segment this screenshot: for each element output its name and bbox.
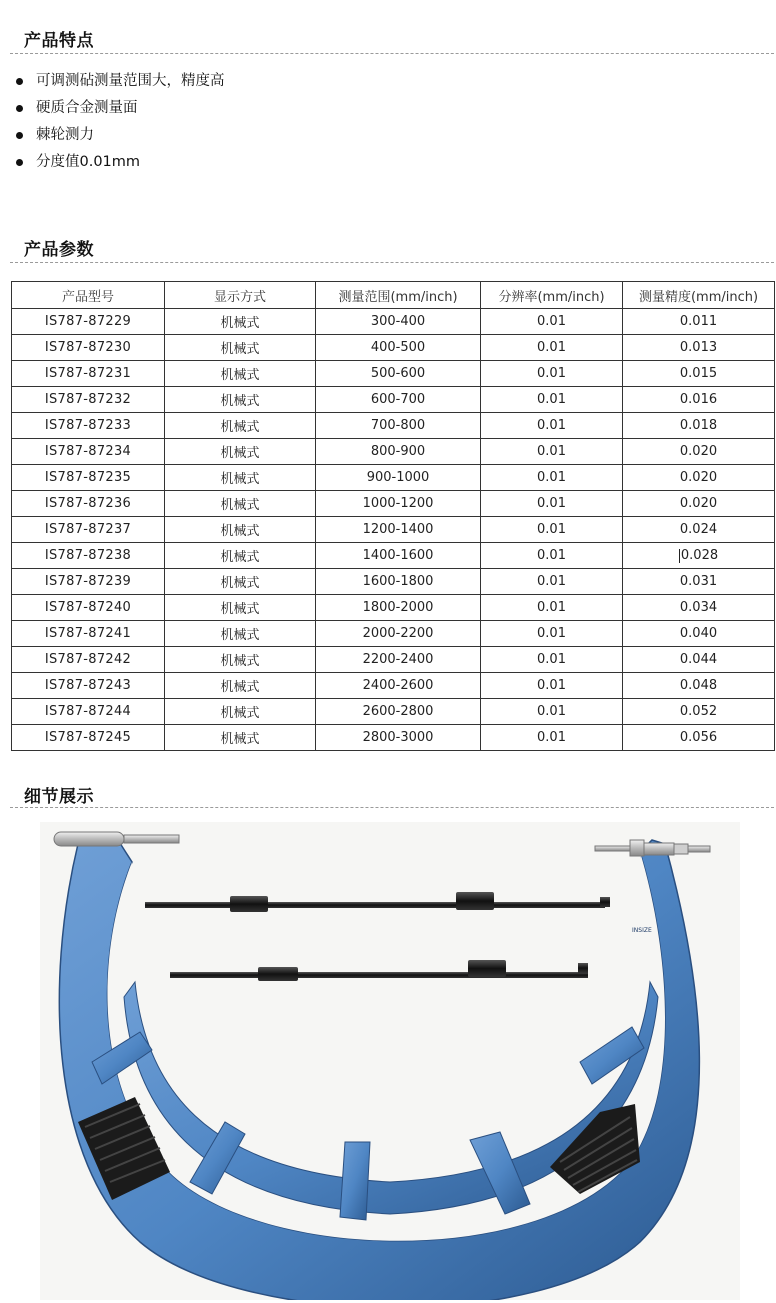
feature-item <box>14 124 225 151</box>
table-cell: 0.034 <box>623 595 775 621</box>
feature-list <box>14 70 225 178</box>
table-cell: 0.01 <box>481 491 623 517</box>
table-cell: 0.01 <box>481 465 623 491</box>
table-cell: 机械式 <box>165 361 316 387</box>
table-cell: 0.01 <box>481 725 623 751</box>
table-cell: 机械式 <box>165 543 316 569</box>
table-cell: IS787-87240 <box>12 595 165 621</box>
column-header: 测量精度(mm/inch) <box>623 282 775 309</box>
table-cell: IS787-87244 <box>12 699 165 725</box>
brand-label: INSIZE <box>632 927 652 934</box>
table-cell: 1000-1200 <box>316 491 481 517</box>
table-cell: 机械式 <box>165 309 316 335</box>
table-cell: 机械式 <box>165 569 316 595</box>
table-cell: 机械式 <box>165 699 316 725</box>
table-cell: 0.011 <box>623 309 775 335</box>
table-cell: 0.020 <box>623 465 775 491</box>
table-cell: 2400-2600 <box>316 673 481 699</box>
table-cell: 0.044 <box>623 647 775 673</box>
table-cell: 2000-2200 <box>316 621 481 647</box>
table-cell: 1400-1600 <box>316 543 481 569</box>
table-cell: 机械式 <box>165 491 316 517</box>
table-cell: 机械式 <box>165 621 316 647</box>
table-cell: IS787-87239 <box>12 569 165 595</box>
table-row <box>12 413 775 439</box>
table-cell: 机械式 <box>165 439 316 465</box>
table-cell: IS787-87232 <box>12 387 165 413</box>
table-row <box>12 387 775 413</box>
table-cell: 0.01 <box>481 699 623 725</box>
feature-item <box>14 151 225 178</box>
table-row <box>12 673 775 699</box>
bullet-icon <box>16 105 23 112</box>
table-cell: 0.01 <box>481 413 623 439</box>
table-cell: 0.056 <box>623 725 775 751</box>
table-cell <box>623 543 775 569</box>
table-cell: 机械式 <box>165 517 316 543</box>
feature-text: 硬质合金测量面 <box>36 100 138 116</box>
table-row <box>12 465 775 491</box>
table-cell: 1800-2000 <box>316 595 481 621</box>
feature-text: 可调测砧测量范围大，精度高 <box>36 73 225 89</box>
table-cell: 0.01 <box>481 309 623 335</box>
table-cell: 0.01 <box>481 517 623 543</box>
anvil-icon <box>54 832 179 846</box>
micrometer-illustration <box>40 822 740 1300</box>
table-cell: 2600-2800 <box>316 699 481 725</box>
features-title: 产品特点 <box>24 31 94 51</box>
table-cell: 0.016 <box>623 387 775 413</box>
table-row <box>12 699 775 725</box>
table-cell: IS787-87235 <box>12 465 165 491</box>
table-cell: IS787-87241 <box>12 621 165 647</box>
table-cell: 机械式 <box>165 595 316 621</box>
params-table <box>11 281 775 751</box>
column-header: 分辨率(mm/inch) <box>481 282 623 309</box>
table-cell: 0.024 <box>623 517 775 543</box>
feature-item <box>14 97 225 124</box>
table-cell: 0.01 <box>481 543 623 569</box>
table-cell: 0.01 <box>481 569 623 595</box>
table-cell: 机械式 <box>165 725 316 751</box>
table-cell: 0.031 <box>623 569 775 595</box>
table-cell: 机械式 <box>165 387 316 413</box>
table-row <box>12 309 775 335</box>
table-cell: 0.048 <box>623 673 775 699</box>
table-cell: 0.018 <box>623 413 775 439</box>
table-cell: 600-700 <box>316 387 481 413</box>
table-cell: 0.01 <box>481 673 623 699</box>
detail-divider <box>10 807 774 808</box>
table-cell: 0.015 <box>623 361 775 387</box>
table-cell: 机械式 <box>165 673 316 699</box>
table-cell: 500-600 <box>316 361 481 387</box>
table-row <box>12 335 775 361</box>
table-cell: 0.01 <box>481 621 623 647</box>
text-caret <box>679 549 680 563</box>
table-cell: 1600-1800 <box>316 569 481 595</box>
column-header: 显示方式 <box>165 282 316 309</box>
table-cell: IS787-87236 <box>12 491 165 517</box>
params-divider <box>10 262 774 263</box>
column-header: 测量范围(mm/inch) <box>316 282 481 309</box>
table-cell: 机械式 <box>165 335 316 361</box>
table-cell: 0.01 <box>481 595 623 621</box>
table-cell: IS787-87234 <box>12 439 165 465</box>
table-cell: 0.01 <box>481 647 623 673</box>
micrometer-photo <box>40 822 740 1300</box>
table-cell: 0.052 <box>623 699 775 725</box>
table-cell: 0.020 <box>623 491 775 517</box>
table-cell: 1200-1400 <box>316 517 481 543</box>
table-row <box>12 361 775 387</box>
table-cell: 2200-2400 <box>316 647 481 673</box>
feature-item <box>14 70 225 97</box>
params-title: 产品参数 <box>24 240 94 260</box>
bullet-icon <box>16 159 23 166</box>
features-divider <box>10 53 774 54</box>
table-cell: 700-800 <box>316 413 481 439</box>
table-cell: 0.01 <box>481 361 623 387</box>
table-cell: 300-400 <box>316 309 481 335</box>
table-cell: 0.040 <box>623 621 775 647</box>
column-header: 产品型号 <box>12 282 165 309</box>
detail-title: 细节展示 <box>24 787 94 807</box>
table-cell: IS787-87242 <box>12 647 165 673</box>
feature-text: 棘轮测力 <box>36 127 94 143</box>
table-cell: IS787-87238 <box>12 543 165 569</box>
feature-text: 分度值0.01mm <box>36 154 141 170</box>
table-row <box>12 621 775 647</box>
table-cell: IS787-87230 <box>12 335 165 361</box>
table-header-row <box>12 282 775 309</box>
cell-value: 0.028 <box>680 548 719 563</box>
table-cell: 0.013 <box>623 335 775 361</box>
table-cell: IS787-87231 <box>12 361 165 387</box>
table-row <box>12 491 775 517</box>
table-cell: 0.01 <box>481 387 623 413</box>
table-row <box>12 725 775 751</box>
table-cell: 400-500 <box>316 335 481 361</box>
bullet-icon <box>16 132 23 139</box>
table-row <box>12 439 775 465</box>
bullet-icon <box>16 78 23 85</box>
table-cell: IS787-87245 <box>12 725 165 751</box>
extension-rod-long <box>145 892 610 912</box>
table-row <box>12 647 775 673</box>
table-cell: IS787-87237 <box>12 517 165 543</box>
table-cell: IS787-87243 <box>12 673 165 699</box>
table-cell: 机械式 <box>165 647 316 673</box>
table-cell: IS787-87229 <box>12 309 165 335</box>
table-cell: 2800-3000 <box>316 725 481 751</box>
table-cell: 机械式 <box>165 465 316 491</box>
table-cell: 800-900 <box>316 439 481 465</box>
table-row <box>12 517 775 543</box>
extension-rod-short <box>170 960 588 981</box>
table-row <box>12 543 775 569</box>
table-cell: 0.01 <box>481 335 623 361</box>
table-row <box>12 569 775 595</box>
table-row <box>12 595 775 621</box>
table-cell: 0.01 <box>481 439 623 465</box>
table-cell: 0.020 <box>623 439 775 465</box>
table-cell: 机械式 <box>165 413 316 439</box>
table-cell: 900-1000 <box>316 465 481 491</box>
table-cell: IS787-87233 <box>12 413 165 439</box>
